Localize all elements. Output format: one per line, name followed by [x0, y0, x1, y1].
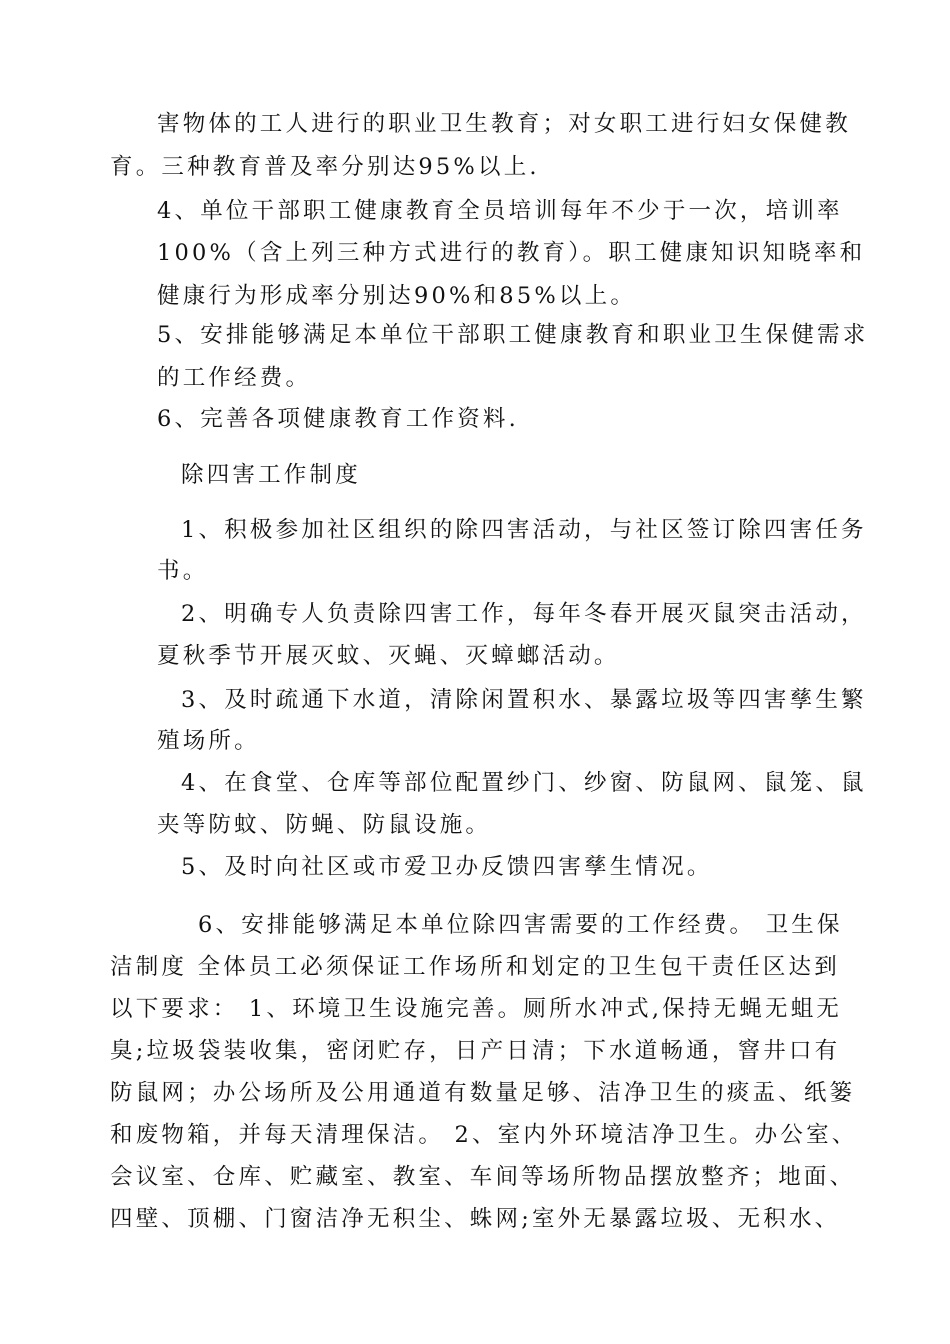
text-line: 害物体的工人进行的职业卫生教育；对女职工进行妇女保健教	[157, 111, 851, 137]
text-line: 5、及时向社区或市爱卫办反馈四害孳生情况。	[181, 854, 713, 880]
text-line: 和废物箱，并每天清理保洁。 2、室内外环境洁净卫生。办公室、	[110, 1122, 858, 1148]
text-line: 6、完善各项健康教育工作资料.	[157, 406, 519, 432]
text-line: 6、安排能够满足本单位除四害需要的工作经费。 卫生保	[198, 912, 843, 938]
text-line: 四壁、顶棚、门窗洁净无积尘、蛛网;室外无暴露垃圾、无积水、	[110, 1206, 841, 1232]
text-line: 臭;垃圾袋装收集，密闭贮存，日产日清；下水道畅通，窨井口有	[110, 1038, 841, 1064]
text-line: 100%（含上列三种方式进行的教育）。职工健康知识知晓率和	[157, 240, 866, 266]
text-line: 3、及时疏通下水道，清除闲置积水、暴露垃圾等四害孳生繁	[181, 687, 867, 713]
text-line: 1、积极参加社区组织的除四害活动，与社区签订除四害任务	[181, 517, 867, 543]
text-line: 健康行为形成率分别达90%和85%以上。	[157, 283, 637, 309]
text-line: 殖场所。	[157, 728, 260, 754]
text-line: 以下要求： 1、环境卫生设施完善。厕所水冲式,保持无蝇无蛆无	[110, 996, 843, 1022]
text-line: 4、在食堂、仓库等部位配置纱门、纱窗、防鼠网、鼠笼、鼠	[181, 770, 867, 796]
text-line: 的工作经费。	[157, 365, 312, 391]
text-line: 2、明确专人负责除四害工作，每年冬春开展灭鼠突击活动，	[181, 601, 867, 627]
text-line: 书。	[157, 558, 209, 584]
text-line: 洁制度 全体员工必须保证工作场所和划定的卫生包干责任区达到	[110, 954, 840, 980]
section-title: 除四害工作制度	[181, 462, 361, 488]
text-line: 夹等防蚊、防蝇、防鼠设施。	[157, 812, 492, 838]
text-line: 会议室、仓库、贮藏室、教室、车间等场所物品摆放整齐；地面、	[110, 1164, 856, 1190]
text-line: 4、单位干部职工健康教育全员培训每年不少于一次，培训率	[157, 198, 843, 224]
text-line: 夏秋季节开展灭蚊、灭蝇、灭蟑螂活动。	[157, 643, 620, 669]
text-line: 5、安排能够满足本单位干部职工健康教育和职业卫生保健需求	[157, 322, 869, 348]
text-line: 育。三种教育普及率分别达95%以上.	[110, 154, 540, 180]
text-line: 防鼠网；办公场所及公用通道有数量足够、洁净卫生的痰盂、纸篓	[110, 1080, 856, 1106]
